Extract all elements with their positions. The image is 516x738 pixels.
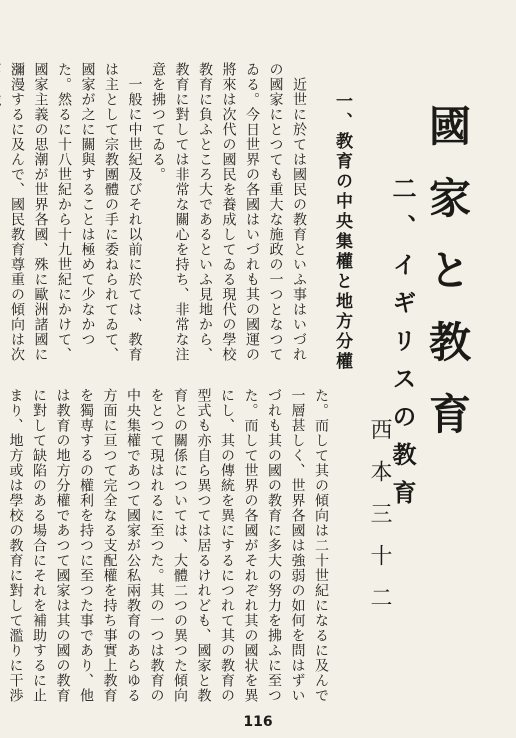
article-title: 國家と教育 <box>423 104 472 464</box>
body-text-upper <box>9 62 310 362</box>
paragraph: 近世に於ては國民の教育といふ事はいづれの國家にとつても重大な施政の一つとなつてゐる。今日世界の各國はいづれも其の國運の將來は次代の國民を養成してゐる現代の學校教育に負ふところ大であるといふ見地から、教育に對しては非常な關心を持ち、非常な注意を拂つてゐる。 <box>150 62 307 362</box>
article-subtitle: 二、イギリスの教育 <box>388 176 417 518</box>
author-name: 西本三十二 <box>367 418 392 628</box>
page-number: 116 <box>243 714 273 730</box>
section-heading: 一、教育の中央集權と地方分權 <box>332 92 352 372</box>
paragraph: 一般に中世紀及びそれ以前に於ては、教育は主として宗教團體の手に委ねられてゐて、國家が之に關與することは極めて少なかつた。然るに十八世紀から十九世紀にかけて、國家主義の思潮が世界各國、殊に歐洲諸國に瀰漫するに及んで、國民教育尊重の傾向は次 <box>9 62 143 362</box>
paragraph: た。而して其の傾向は二十世紀になるに及んで一層甚しく、世界各國は強弱の如何を問はずいづれも其の國の教育に多大の努力を拂ふに至つた。而して世界の各國がそれぞれ其の國状を異にし、其の傳統を異にするにつれて其の教育の型式も亦自ら異つては居るけれども、國家と教育との關係については、大體二つの異つた傾向をとつて現はれるに至つた。其の一つは教育の中央集權であつて國家が公私兩教育のあらゆる方面に亘つて完全なる支配權を持ち事實上教育を獨専するの權利を持つに至つた事であり、他は教育の地方分權であつて國家は其の國の教育に對して缺陷のある場合にそれを補助するに止まり、地方或は學校の教育に對して濫りに干渉 <box>7 388 329 703</box>
body-text-lower <box>7 388 332 704</box>
